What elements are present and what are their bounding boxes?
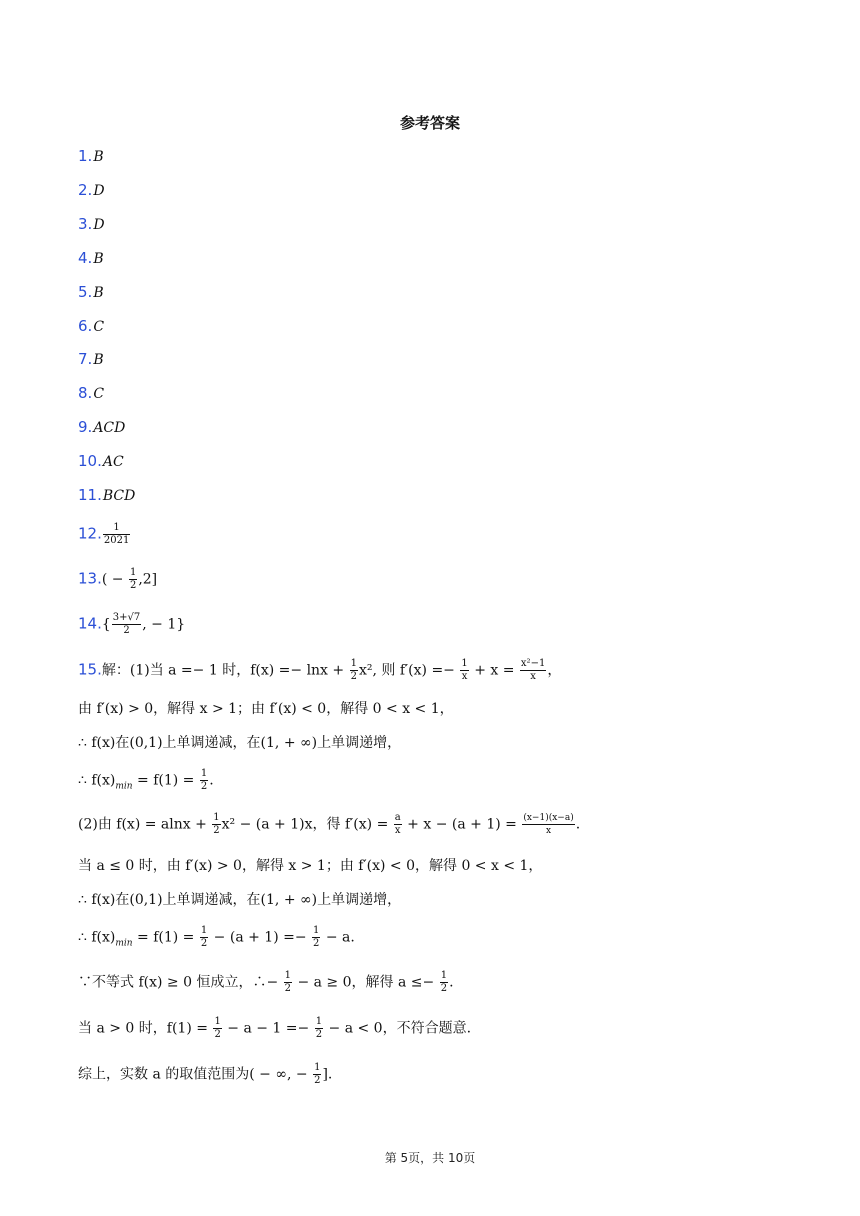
answer-number: 11. [78, 486, 102, 504]
solution-text: . [209, 772, 214, 789]
denominator: 2 [200, 938, 208, 949]
answer-number: 13. [78, 569, 102, 588]
fraction [313, 1062, 321, 1087]
subscript: min [115, 938, 133, 949]
solution-text: ]. [322, 1066, 333, 1083]
answer-number: 7. [78, 350, 93, 368]
numerator: 1 [440, 970, 448, 981]
denominator: x [530, 671, 536, 682]
fraction [200, 768, 208, 793]
solution-text: + x − (a + 1) = [402, 816, 522, 833]
numerator: 1 [129, 567, 137, 578]
answer-number: 14. [78, 614, 102, 633]
answer-text: , − 1} [142, 616, 186, 633]
numerator: 1 [213, 812, 220, 823]
denominator: 2 [123, 625, 130, 636]
answer-item [78, 283, 104, 301]
answer-12 [78, 522, 131, 547]
fraction [212, 812, 220, 837]
answer-value: C [93, 386, 105, 402]
numerator: 3+√7 [112, 612, 141, 623]
answer-number: 2. [78, 181, 93, 199]
answer-item [78, 350, 104, 368]
solution-text: 当 a > 0 时，f(1) = [78, 1020, 213, 1037]
answer-14 [78, 612, 185, 637]
solution-line-6: 当 a ≤ 0 时，由 f′(x) > 0，解得 x > 1；由 f′(x) < 0，解得 0 < x < 1， [78, 858, 543, 874]
solution-text: − a ≥ 0，解得 a ≤− [293, 974, 439, 991]
solution-text: . [575, 816, 581, 833]
answer-text: { [101, 616, 111, 633]
denominator: 2 [213, 825, 220, 836]
fraction [103, 522, 130, 547]
answer-number: 15. [78, 660, 102, 679]
answer-item [78, 181, 105, 199]
fraction [440, 970, 448, 995]
answer-number: 12. [78, 524, 102, 543]
fraction [312, 925, 320, 950]
solution-line-9 [78, 970, 454, 995]
solution-line-2: 由 f′(x) > 0，解得 x > 1；由 f′(x) < 0，解得 0 < x < 1， [78, 701, 454, 717]
answer-item [78, 147, 104, 165]
fraction [213, 1016, 221, 1041]
answer-number: 8. [78, 384, 93, 402]
denominator: 2 [214, 1029, 221, 1040]
numerator: 1 [314, 1062, 321, 1073]
fraction [350, 658, 358, 683]
answer-13 [78, 567, 157, 592]
solution-line-3: ∴ f(x)在(0,1)上单调递减，在(1, + ∞)上单调递增， [78, 735, 402, 751]
solution-text: x², 则 f′(x) =− [358, 662, 460, 679]
solution-text: = f(1) = [132, 929, 199, 946]
answer-value: B [93, 149, 104, 165]
numerator: 1 [284, 970, 291, 981]
numerator: (x−1)(x−a) [523, 813, 574, 823]
denominator: 2 [350, 671, 357, 682]
numerator: a [394, 812, 401, 823]
subscript: min [115, 781, 133, 792]
solution-text: = f(1) = [132, 772, 199, 789]
answer-value: B [93, 251, 104, 267]
solution-text: ∵不等式 f(x) ≥ 0 恒成立，∴− [78, 974, 283, 991]
denominator: 2 [200, 781, 208, 792]
numerator: 1 [200, 768, 208, 779]
page-footer: 第 5页，共 10页 [384, 1151, 476, 1165]
solution-text: ∴ f(x) [78, 772, 116, 789]
answer-number: 4. [78, 249, 93, 267]
answer-value: D [93, 217, 105, 233]
answer-value: B [93, 285, 104, 301]
numerator: 1 [315, 1016, 323, 1027]
numerator: 1 [200, 925, 208, 936]
answer-number: 1. [78, 147, 93, 165]
denominator: 2 [440, 983, 448, 994]
answer-item [78, 384, 104, 402]
numerator: x²−1 [520, 658, 546, 669]
answer-item [78, 215, 105, 233]
page-title: 参考答案 [399, 114, 460, 132]
answer-value: AC [102, 454, 124, 470]
solution-text: . [449, 974, 454, 991]
solution-text: 解：(1)当 a =− 1 时，f(x) =− lnx + [101, 662, 349, 679]
answer-item [78, 317, 104, 335]
fraction [112, 612, 141, 637]
fraction [315, 1016, 323, 1041]
answer-value: C [93, 319, 105, 335]
answer-number: 5. [78, 283, 93, 301]
answer-item [78, 249, 104, 267]
denominator: 2 [314, 1075, 321, 1086]
denominator: 2 [129, 580, 137, 591]
denominator: 2021 [103, 535, 130, 546]
fraction [522, 812, 574, 837]
answer-value: D [93, 183, 105, 199]
answer-text: ,2] [138, 571, 158, 588]
solution-text: − a. [321, 929, 355, 946]
answer-value: BCD [102, 488, 136, 504]
numerator: 1 [214, 1016, 221, 1027]
solution-text: − a − 1 =− [222, 1020, 314, 1037]
numerator: 1 [350, 658, 357, 669]
solution-text: ∴ f(x) [78, 929, 116, 946]
fraction [394, 812, 402, 837]
numerator: 1 [103, 522, 130, 535]
denominator: x [461, 671, 468, 682]
solution-line-4 [78, 768, 214, 793]
solution-text: ， [547, 662, 562, 679]
solution-line-5 [78, 812, 580, 837]
answer-value: ACD [93, 420, 126, 436]
solution-line-10 [78, 1016, 471, 1041]
solution-text: 综上，实数 a 的取值范围为( − ∞, − [78, 1066, 313, 1083]
answer-item [78, 486, 135, 504]
denominator: x [394, 825, 401, 836]
solution-text: − a < 0，不符合题意. [324, 1020, 472, 1037]
fraction [460, 658, 468, 683]
numerator: 1 [313, 925, 320, 936]
denominator: 2 [284, 983, 291, 994]
answer-number: 3. [78, 215, 93, 233]
solution-line-7: ∴ f(x)在(0,1)上单调递减，在(1, + ∞)上单调递增， [78, 892, 402, 908]
denominator: 2 [313, 938, 320, 949]
solution-line-8 [78, 925, 355, 950]
answer-item [78, 452, 124, 470]
fraction [200, 925, 208, 950]
answer-number: 10. [78, 452, 102, 470]
answer-text: ( − [101, 571, 128, 588]
answer-number: 6. [78, 317, 93, 335]
answer-number: 9. [78, 418, 93, 436]
fraction [284, 970, 292, 995]
solution-line-11 [78, 1062, 332, 1087]
solution-text: + x = [469, 662, 519, 679]
solution-text: − (a + 1) =− [209, 929, 312, 946]
numerator: 1 [461, 658, 468, 669]
solution-text: (2)由 f(x) = alnx + [78, 816, 212, 833]
answer-item [78, 418, 125, 436]
solution-text: x² − (a + 1)x，得 f′(x) = [221, 816, 393, 833]
fraction [129, 567, 137, 592]
denominator: 2 [315, 1029, 323, 1040]
denominator: x [545, 826, 552, 836]
solution-line-1 [78, 658, 561, 683]
answer-value: B [93, 352, 104, 368]
fraction [520, 658, 546, 683]
